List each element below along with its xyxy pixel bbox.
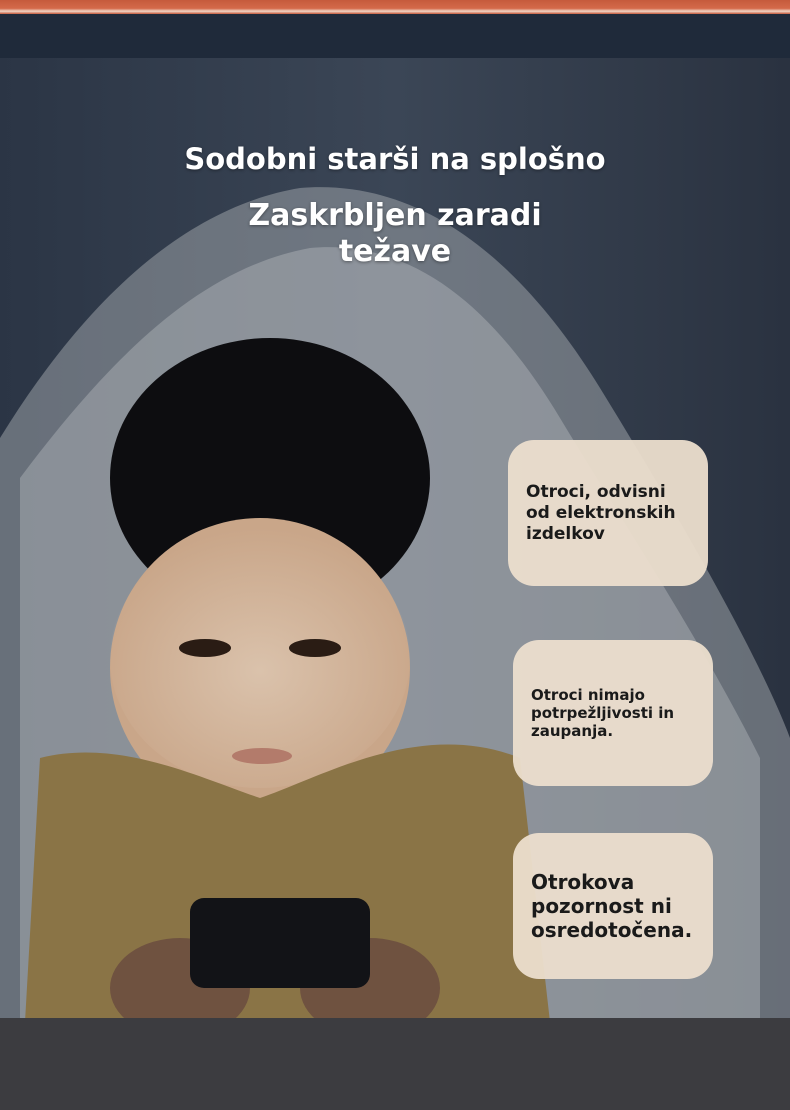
headline-line-1: Sodobni starši na splošno (184, 142, 606, 176)
concern-bubble-electronics (508, 440, 708, 586)
top-accent-strip (0, 0, 790, 14)
concern-text: Otroci nimajo potrpežljivosti in zaupanja. (531, 686, 675, 740)
concern-text: Otrokova pozornost ni osredotočena. (531, 870, 693, 942)
concern-text: Otroci, odvisni od elektronskih izdelkov (526, 481, 676, 544)
concern-bubble-attention (513, 833, 713, 979)
concern-bubble-patience (513, 640, 713, 786)
headline-line-2: Zaskrbljen zaradi težave (248, 198, 542, 269)
header-band (0, 14, 790, 58)
